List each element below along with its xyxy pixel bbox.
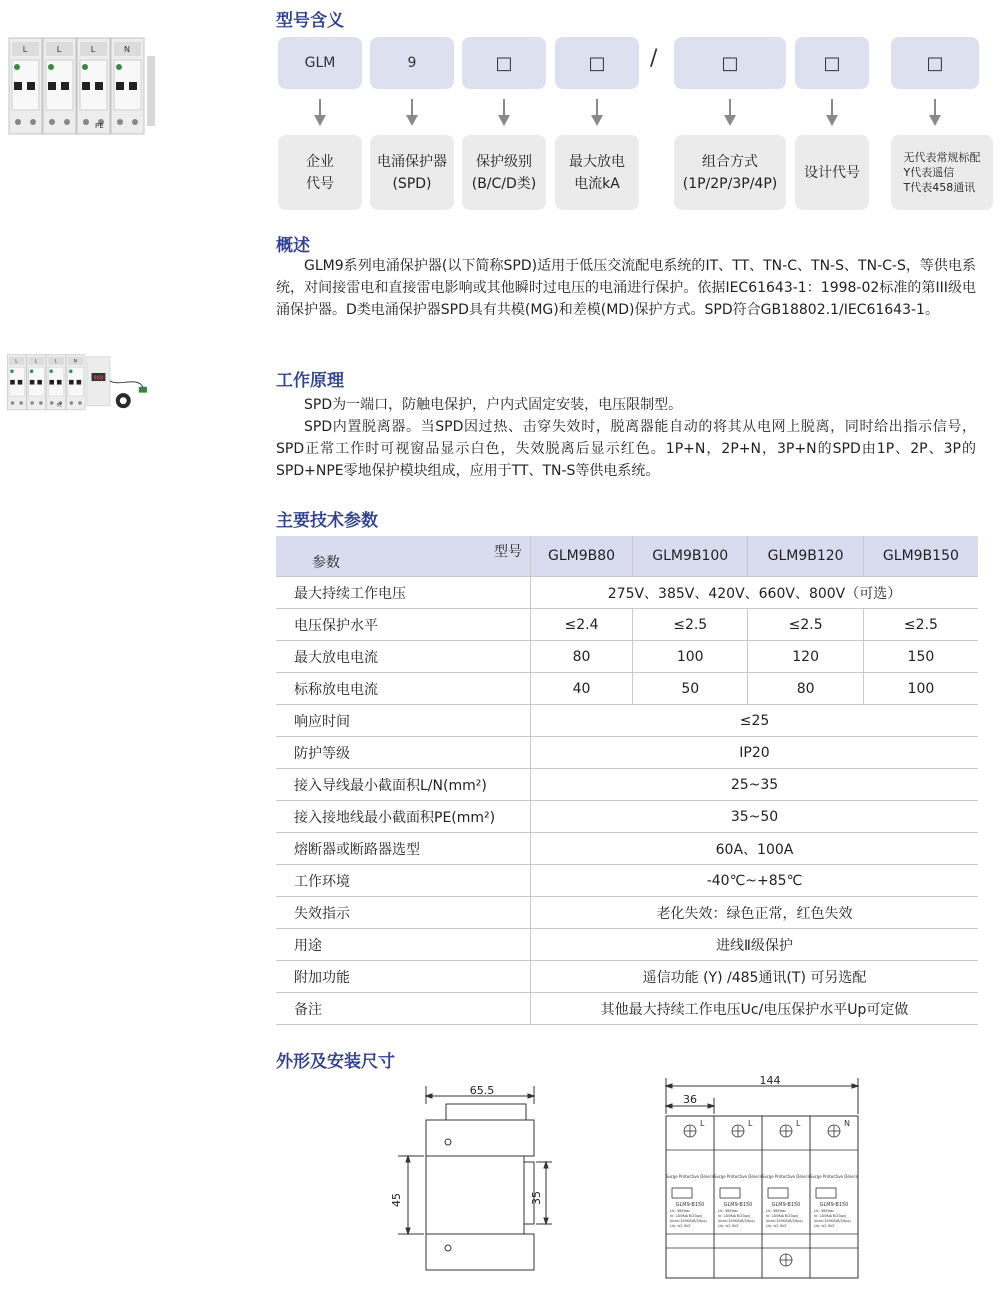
product-module [77,38,110,134]
front-module-model: GLM9-B150 [723,1202,753,1208]
param-value: 150 [863,641,978,673]
param-value: ≤2.5 [748,609,863,641]
param-value: 275V、385V、420V、660V、800V（可选） [531,577,979,609]
principle-paragraph [276,394,976,482]
front-module-spec: In: 100KA(8/20μs) [670,1214,703,1218]
down-arrow-icon [723,99,737,127]
param-value: 遥信功能 (Y) /485通讯(T) 可另选配 [531,961,979,993]
pole-label: L [56,45,62,54]
corner-param-label: 参数 [312,555,340,571]
param-name: 用途 [276,929,531,961]
front-module-spec: Imax:150KA(8/20μs) [766,1219,803,1223]
front-pole-label: L [748,1119,753,1128]
front-module-model: GLM9-B150 [675,1202,705,1208]
section-title-overview: 概述 [276,236,310,256]
model-code-box-7: □ [891,37,979,89]
param-name: 附加功能 [276,961,531,993]
param-value: 50 [633,673,748,705]
table-row [276,705,978,737]
down-arrow-icon [928,99,942,127]
front-module-spec: Imax:150KA(8/20μs) [718,1219,755,1223]
param-name: 防护等级 [276,737,531,769]
front-pole-label: L [796,1119,801,1128]
table-row [276,769,978,801]
front-module-spec: Imax:150KA(8/20μs) [814,1219,851,1223]
model-desc-box-7: 无代表常规标配 Y代表遥信 T代表458通讯 [891,135,993,210]
front-module-spec: Uc: 385Vac [766,1209,787,1213]
pole-label: N [73,359,78,365]
pole-label: L [15,359,18,365]
front-module-spec: Up: ≤2.5kV [718,1224,739,1228]
table-row [276,929,978,961]
front-module-label: Surge Protective Device [810,1174,858,1179]
pole-label: N [124,45,130,54]
table-header-model: GLM9B150 [863,536,978,577]
principle-text-2: SPD内置脱离器。当SPD因过热、击穿失效时，脱离器能自动的将其从电网上脱离，同时给出指示信号，SPD正常工作时可视窗品显示白色，失效脱离后显示红色。1P+N，2P+N，3P+N的SPD由1P、2P、3P的SPD+NPE零地保护模块组成，应用于TT、TN-S等供电系统。 [276,419,976,479]
down-arrow-icon [497,99,511,127]
model-code-box-3: □ [462,37,546,89]
table-header-model: GLM9B80 [531,536,633,577]
params-table [276,536,978,1025]
dim-front-width: 144 [759,1074,781,1087]
table-row [276,641,978,673]
param-name: 备注 [276,993,531,1025]
dim-side-height: 45 [390,1193,403,1207]
param-value: 40 [531,673,633,705]
table-header-model: GLM9B100 [633,536,748,577]
product-module [111,38,144,134]
param-value: 进线Ⅱ级保护 [531,929,979,961]
product-module [43,38,76,134]
pole-label: L [54,359,58,365]
model-code-box-4: □ [555,37,639,89]
front-module-spec: In: 100KA(8/20μs) [718,1214,751,1218]
model-code-box-6: □ [795,37,869,89]
table-row [276,961,978,993]
table-row [276,673,978,705]
product-module [47,355,66,410]
front-pole-label: L [700,1119,705,1128]
param-value: 其他最大持续工作电压Uc/电压保护水平Up可定做 [531,993,979,1025]
table-corner-cell [276,536,531,577]
param-value: ≤2.5 [863,609,978,641]
dim-side-width: 65.5 [469,1084,495,1097]
table-row [276,865,978,897]
overview-text: GLM9系列电涌保护器(以下简称SPD)适用于低压交流配电系统的IT、TT、TN-C、TN-S、TN-C-S，等供电系统，对间接雷电和直接雷电影响或其他瞬时过电压的电涌进行保护。依据IEC61643-1：1998-02标准的第III级电涌保护器。D类电涌保护器SPD具有共模(MG)和差模(MD)保护方式。SPD符合GB18802.1/IEC61643-1。 [276,258,976,318]
param-value: 80 [748,673,863,705]
front-module-spec: Up: ≤2.5kV [814,1224,835,1228]
front-view-drawing [660,1074,865,1282]
model-code-box-5: □ [674,37,786,89]
down-arrow-icon [313,99,327,127]
svg-text:888: 888 [93,375,104,382]
param-name: 工作环境 [276,865,531,897]
param-value: 100 [863,673,978,705]
param-value: 100 [633,641,748,673]
table-row [276,833,978,865]
front-module-spec: Imax:150KA(8/20μs) [670,1219,707,1223]
param-value: ≤2.4 [531,609,633,641]
section-title-model-meaning: 型号含义 [276,11,344,31]
pole-label: L [34,359,38,365]
dim-front-pole: 36 [683,1093,697,1106]
front-module-label: Surge Protective Device [762,1174,810,1179]
down-arrow-icon [405,99,419,127]
param-name: 失效指示 [276,897,531,929]
front-module-spec: In: 100KA(8/20μs) [766,1214,799,1218]
front-module-spec: Uc: 385Vac [814,1209,835,1213]
param-value: 35~50 [531,801,979,833]
section-title-principle: 工作原理 [276,371,344,391]
param-name: 响应时间 [276,705,531,737]
param-name: 电压保护水平 [276,609,531,641]
front-pole-label: N [844,1119,850,1128]
corner-model-label: 型号 [494,544,522,560]
model-desc-box-3: 保护级别 (B/C/D类) [462,135,546,210]
down-arrow-icon [825,99,839,127]
front-module-spec: Uc: 385Vac [670,1209,691,1213]
dim-side-inner: 35 [530,1191,543,1205]
param-value: IP20 [531,737,979,769]
pole-label: L [90,45,96,54]
param-value: 25~35 [531,769,979,801]
model-separator: / [650,46,658,71]
section-title-dimensions: 外形及安装尺寸 [276,1052,395,1072]
overview-paragraph [276,255,976,321]
param-value: 老化失效：绿色正常，红色失效 [531,897,979,929]
product-photo-standard [5,34,155,144]
model-desc-box-5: 组合方式 (1P/2P/3P/4P) [674,135,786,210]
param-name: 最大放电电流 [276,641,531,673]
front-module-model: GLM9-B150 [771,1202,801,1208]
pe-label: PE [56,402,62,408]
pole-label: L [22,45,28,54]
front-module [666,1116,715,1278]
model-desc-box-1: 企业 代号 [278,135,362,210]
model-desc-box-4: 最大放电 电流kA [555,135,639,210]
pe-label: PE [95,122,104,130]
model-desc-box-2: 电涌保护器 (SPD) [370,135,454,210]
front-module-spec: Up: ≤2.5kV [670,1224,691,1228]
param-name: 接入导线最小截面积L/N(mm²) [276,769,531,801]
product-photo-remote [5,330,155,435]
param-value: 80 [531,641,633,673]
principle-text-1: SPD为一端口，防触电保护，户内式固定安装，电压限制型。 [304,397,683,413]
front-module-label: Surge Protective Device [714,1174,762,1179]
front-module-spec: Uc: 385Vac [718,1209,739,1213]
table-row [276,609,978,641]
param-value: ≤25 [531,705,979,737]
model-code-box-1: GLM [278,37,362,89]
product-module [66,355,85,410]
product-module [27,355,46,410]
param-name: 标称放电电流 [276,673,531,705]
side-view-drawing [388,1080,558,1280]
model-code-box-2: 9 [370,37,454,89]
front-module-spec: Up: ≤2.5kV [766,1224,787,1228]
front-module [810,1116,859,1278]
section-title-params: 主要技术参数 [276,511,378,531]
param-value: 120 [748,641,863,673]
param-value: ≤2.5 [633,609,748,641]
front-module-label: Surge Protective Device [666,1174,714,1179]
param-name: 最大持续工作电压 [276,577,531,609]
table-header-model: GLM9B120 [748,536,863,577]
front-module-spec: In: 100KA(8/20μs) [814,1214,847,1218]
param-value: -40℃~+85℃ [531,865,979,897]
product-module [9,38,42,134]
front-module [762,1116,811,1278]
table-row [276,897,978,929]
table-header-row [276,536,978,577]
table-row [276,577,978,609]
down-arrow-icon [590,99,604,127]
table-row [276,801,978,833]
param-name: 熔断器或断路器选型 [276,833,531,865]
front-module-model: GLM9-B150 [819,1202,849,1208]
model-desc-box-6: 设计代号 [795,135,869,210]
table-row [276,737,978,769]
product-module [7,355,26,410]
param-name: 接入接地线最小截面积PE(mm²) [276,801,531,833]
front-module [714,1116,763,1278]
table-row [276,993,978,1025]
param-value: 60A、100A [531,833,979,865]
